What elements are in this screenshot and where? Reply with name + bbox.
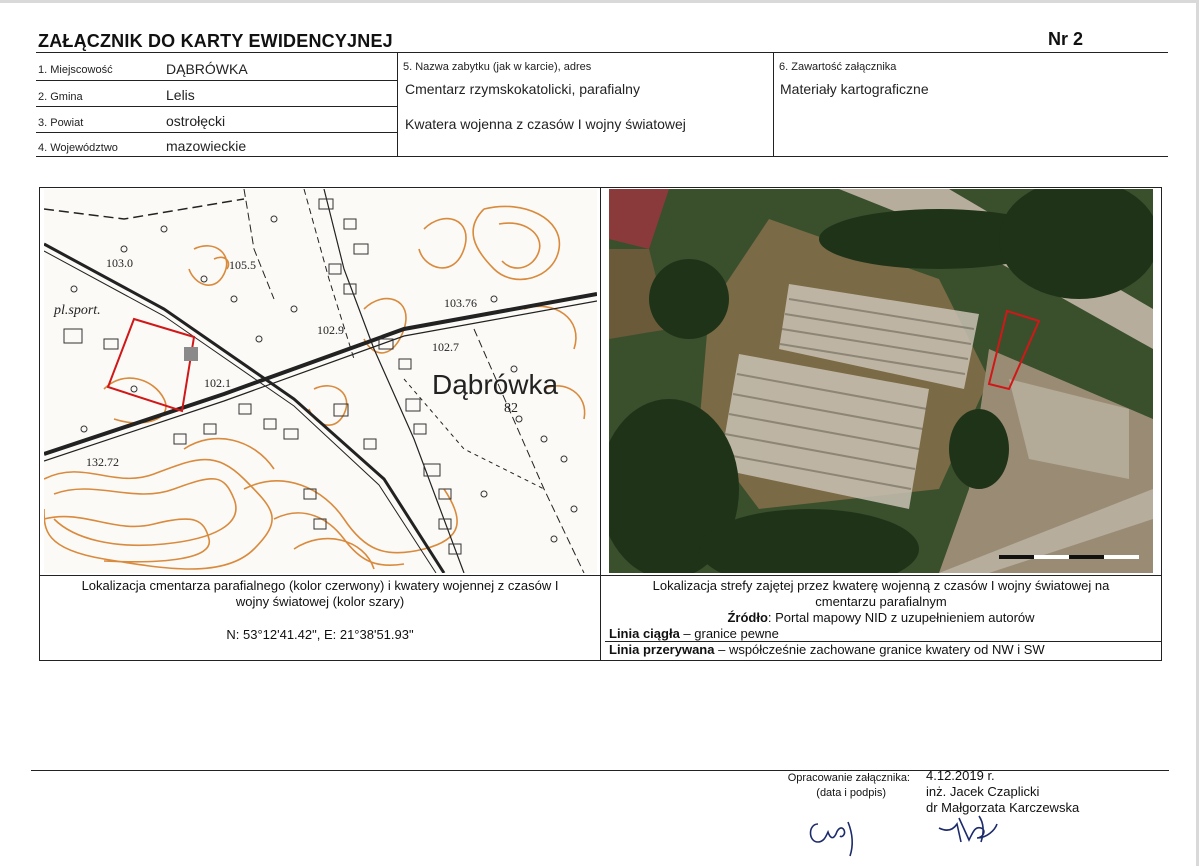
scale-bar	[999, 555, 1139, 559]
field-value-powiat: ostrołęcki	[166, 113, 226, 129]
row-divider	[36, 80, 397, 81]
footer-author-1: inż. Jacek Czaplicki	[926, 784, 1040, 799]
legend-dashed-title: Linia przerywana	[609, 642, 715, 657]
elevation-label: 103.76	[444, 296, 477, 310]
document-number: Nr 2	[1048, 29, 1084, 49]
page-edge	[0, 0, 1199, 3]
aerial-photo	[609, 189, 1153, 573]
table-bottom-rule	[36, 156, 1168, 157]
field-label-gmina: 2. Gmina	[38, 91, 83, 103]
field-label-wojewodztwo: 4. Województwo	[38, 142, 118, 154]
panel-frame	[1161, 187, 1162, 661]
aerial-caption-line1: Lokalizacja strefy zajętej przez kwaterę wojenną z czasów I wojny światowej na	[652, 578, 1110, 593]
field-label-powiat: 3. Powiat	[38, 117, 84, 129]
map-caption-line1: Lokalizacja cmentarza parafialnego (kolor czerwony) i kwatery wojennej z czasów I	[81, 578, 559, 593]
signature-1	[800, 810, 880, 860]
document-title: ZAŁĄCZNIK DO KARTY EWIDENCYJNEJ	[38, 31, 393, 51]
field-value-wojewodztwo: mazowieckie	[166, 138, 247, 154]
legend-rule	[605, 641, 1161, 642]
footer-sublabel: (data i podpis)	[816, 787, 886, 799]
map-coordinates: N: 53°12'41.42", E: 21°38'51.93"	[226, 627, 414, 642]
row-divider	[36, 106, 397, 107]
elevation-label: 132.72	[86, 455, 119, 469]
footer-date: 4.12.2019 r.	[926, 768, 995, 783]
elevation-label: 103.0	[106, 256, 133, 270]
panel-frame	[39, 187, 40, 661]
elevation-label: 82	[504, 401, 518, 416]
legend-solid-title: Linia ciągła	[609, 626, 680, 641]
legend-solid	[609, 626, 779, 642]
elevation-label: 102.7	[432, 340, 459, 354]
legend-solid-text: – granice pewne	[679, 626, 779, 641]
footer-author-2: dr Małgorzata Karczewska	[926, 800, 1080, 815]
legend-dashed	[609, 642, 1045, 658]
footer-label: Opracowanie załącznika:	[787, 772, 910, 784]
source-text: : Portal mapowy NID z uzupełnieniem autorów	[767, 610, 1035, 625]
field-value-zawartosc: Materiały kartograficzne	[780, 81, 929, 97]
panel-frame	[600, 187, 601, 661]
legend-dashed-text: – współcześnie zachowane granice kwatery od NW i SW	[714, 642, 1045, 657]
elevation-label: 105.5	[229, 258, 256, 272]
header-rule	[36, 52, 1168, 53]
column-divider	[773, 52, 774, 157]
war-quarter-marker	[184, 347, 198, 361]
source-label: Źródło	[727, 610, 768, 625]
elevation-label: 102.9	[317, 323, 344, 337]
panel-frame	[39, 575, 1162, 576]
field-label-nazwa: 5. Nazwa zabytku (jak w karcie), adres	[403, 61, 592, 73]
map-caption-line2: wojny światowej (kolor szary)	[235, 594, 405, 609]
field-label-miejscowosc: 1. Miejscowość	[38, 64, 113, 76]
field-value-miejscowosc: DĄBRÓWKA	[166, 61, 248, 77]
topographic-map	[44, 189, 597, 573]
signature-2	[935, 808, 1005, 848]
field-value-gmina: Lelis	[166, 87, 195, 103]
sport-label: pl.sport.	[54, 303, 101, 318]
footer-rule	[31, 770, 1169, 771]
elevation-label: 102.1	[204, 376, 231, 390]
row-divider	[36, 132, 397, 133]
field-label-zawartosc: 6. Zawartość załącznika	[779, 61, 897, 73]
field-value-nazwa-line1: Cmentarz rzymskokatolicki, parafialny	[405, 81, 640, 97]
place-label: Dąbrówka	[432, 369, 559, 400]
column-divider	[397, 52, 398, 157]
aerial-caption-line2: cmentarzu parafialnym	[815, 594, 947, 609]
field-value-nazwa-line2: Kwatera wojenna z czasów I wojny światowej	[405, 116, 686, 132]
aerial-source	[603, 610, 1159, 626]
